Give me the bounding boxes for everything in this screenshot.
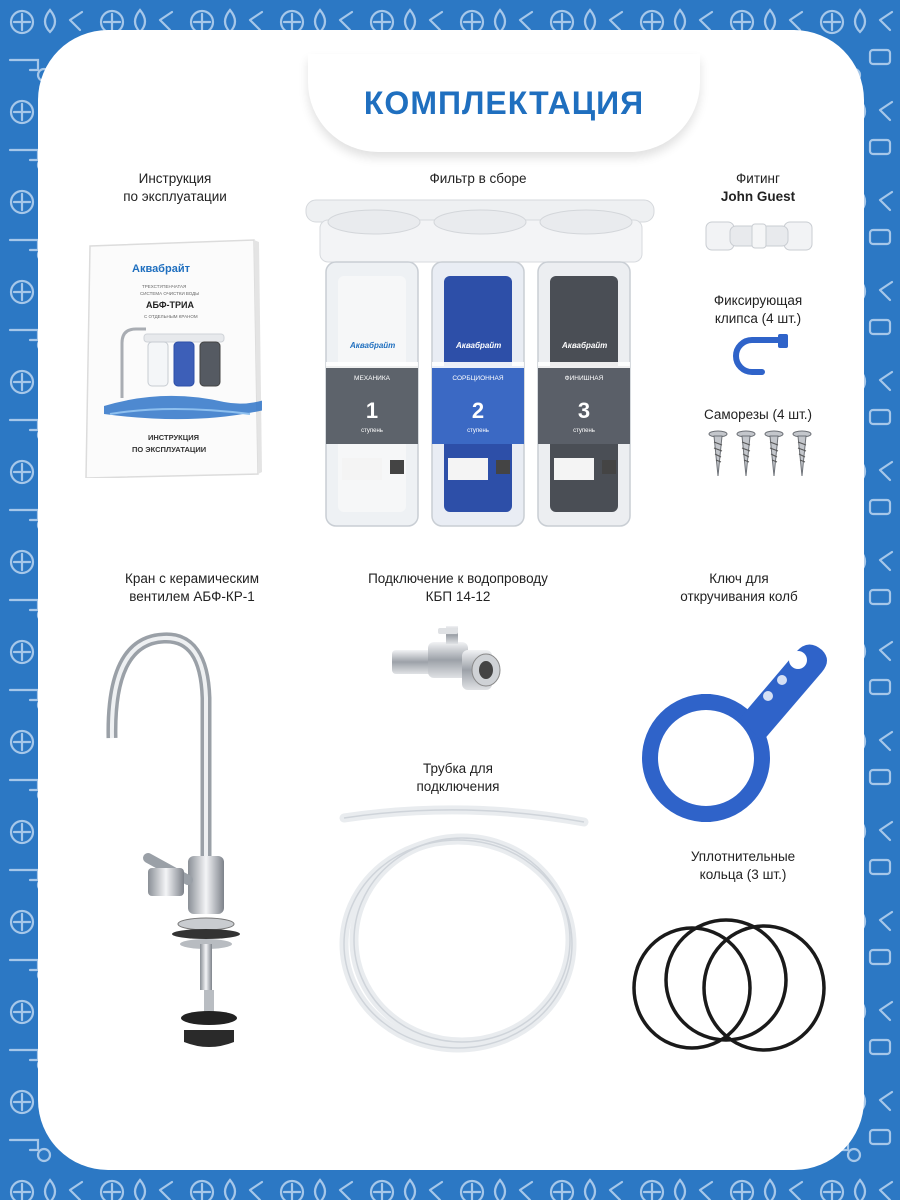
fitting-image xyxy=(704,214,814,258)
tube-label: Трубка для подключения xyxy=(416,761,500,794)
wrench-image xyxy=(634,614,830,832)
faucet-image xyxy=(102,630,282,990)
rings-label: Уплотнительные кольца (3 шт.) xyxy=(690,849,796,882)
tube-coil-image xyxy=(334,804,594,1064)
content-card xyxy=(38,30,864,1170)
svg-text:ступень: ступень xyxy=(467,428,489,434)
svg-text:Аквабрайт: Аквабрайт xyxy=(132,263,190,275)
manual-label: Инструкция по эксплуатации xyxy=(123,171,227,204)
filter-label: Фильтр в сборе xyxy=(429,171,527,186)
svg-text:ТРЕХСТУПЕНЧАТАЯ: ТРЕХСТУПЕНЧАТАЯ xyxy=(142,284,187,289)
stage-1-name: МЕХАНИКА xyxy=(354,375,390,382)
svg-text:Аквабрайт: Аквабрайт xyxy=(350,341,396,350)
title-tab xyxy=(308,54,700,152)
connector-label: Подключение к водопроводу КБП 14-12 xyxy=(368,571,548,604)
svg-text:ступень: ступень xyxy=(361,428,383,434)
clip-image xyxy=(722,330,802,378)
connector-image xyxy=(388,626,508,702)
svg-text:Аквабрайт: Аквабрайт xyxy=(562,341,608,350)
filter-assembly-image xyxy=(298,196,663,536)
sealing-rings-image xyxy=(630,906,830,1056)
stage-2-name: СОРБЦИОННАЯ xyxy=(452,375,504,382)
stage-1-number: 1 xyxy=(365,398,379,423)
stage-3-name: ФИНИШНАЯ xyxy=(564,375,604,382)
page-title: КОМПЛЕКТАЦИЯ xyxy=(363,84,645,121)
fitting-label: Фитинг John Guest xyxy=(720,171,796,204)
svg-text:СИСТЕМА ОЧИСТКИ ВОДЫ: СИСТЕМА ОЧИСТКИ ВОДЫ xyxy=(140,291,200,296)
clip-label: Фиксирующая клипса (4 шт.) xyxy=(713,293,803,326)
stage-2-number: 2 xyxy=(471,398,485,423)
svg-text:ИНСТРУКЦИЯ: ИНСТРУКЦИЯ xyxy=(148,433,200,442)
svg-text:ПО ЭКСПЛУАТАЦИИ: ПО ЭКСПЛУАТАЦИИ xyxy=(132,445,207,454)
screws-image xyxy=(702,428,818,480)
wrench-label: Ключ для откручивания колб xyxy=(680,571,798,604)
stage-3-number: 3 xyxy=(577,398,591,423)
faucet-label: Кран с керамическим вентилем АБФ-КР-1 xyxy=(124,571,259,604)
svg-text:С ОТДЕЛЬНЫМ КРАНОМ: С ОТДЕЛЬНЫМ КРАНОМ xyxy=(144,314,198,319)
screws-label: Саморезы (4 шт.) xyxy=(703,407,813,422)
svg-text:Аквабрайт: Аквабрайт xyxy=(456,341,502,350)
manual-booklet-image xyxy=(84,238,262,478)
svg-text:ступень: ступень xyxy=(573,428,595,434)
faucet-mount-image xyxy=(174,990,244,1060)
svg-text:АБФ-ТРИА: АБФ-ТРИА xyxy=(146,300,194,310)
